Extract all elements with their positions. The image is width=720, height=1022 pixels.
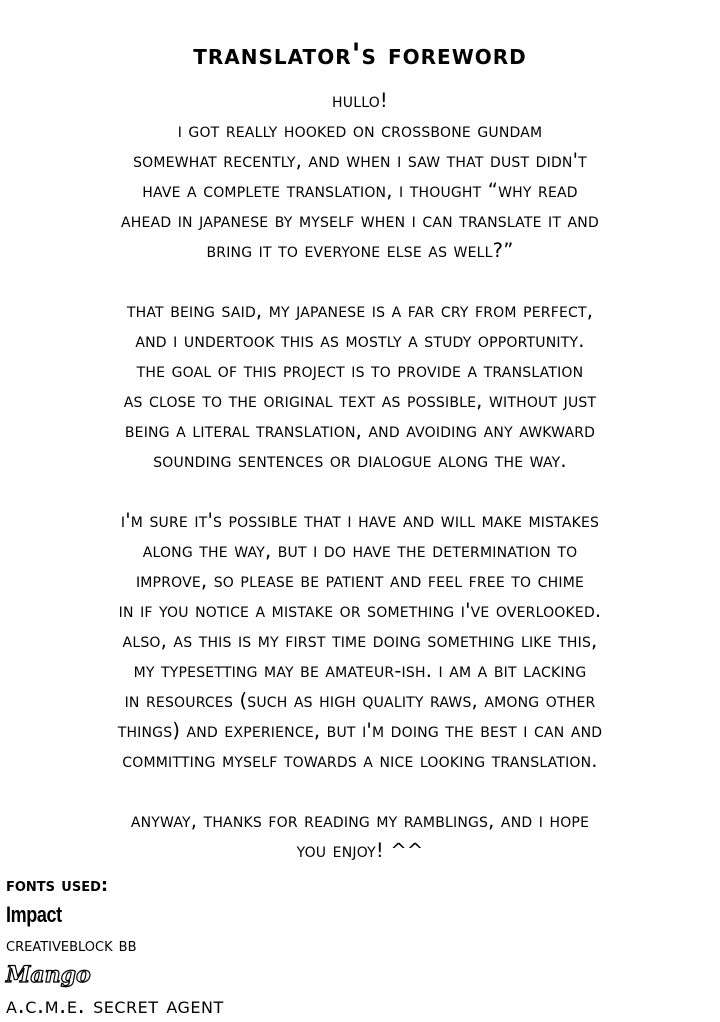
paragraph-goal	[20, 296, 700, 476]
paragraph-disclaimer	[20, 506, 700, 776]
text-line: bring it to everyone else as well?”	[206, 239, 514, 262]
fonts-used-label: fonts used:	[6, 875, 109, 896]
text-line: in if you notice a mistake or something i've overlooked.	[118, 599, 602, 622]
font-sample-mango: Mango	[6, 962, 91, 988]
text-line: improve, so please be patient and feel free to chime	[135, 569, 585, 592]
text-line: that being said, my japanese is a far cry from perfect,	[126, 299, 594, 322]
text-line: i got really hooked on crossbone gundam	[177, 119, 543, 142]
text-line: also, as this is my first time doing something like this,	[122, 629, 598, 652]
text-line: committing myself towards a nice looking translation.	[122, 749, 598, 772]
text-line: hullo!	[332, 89, 388, 112]
text-line: my typesetting may be amateur-ish. i am a bit lacking	[133, 659, 587, 682]
text-line: ahead in japanese by myself when i can translate it and	[121, 209, 599, 232]
text-line: and i undertook this as mostly a study opportunity.	[135, 329, 585, 352]
text-line: things) and experience, but i'm doing the best i can and	[117, 719, 603, 742]
text-line: you enjoy! ^^	[296, 839, 424, 862]
fonts-used-section	[6, 872, 406, 1022]
text-line: in resources (such as high quality raws, among other	[124, 689, 596, 712]
text-line: i'm sure it's possible that i have and will make mistakes	[120, 509, 600, 532]
text-line: the goal of this project is to provide a translation	[136, 359, 584, 382]
font-sample-acme: a.c.m.e. secret agent	[6, 993, 224, 1019]
text-line: somewhat recently, and when i saw that dust didn't	[133, 149, 587, 172]
paragraph-closing	[20, 806, 700, 866]
text-line: as close to the original text as possible, without just	[123, 389, 597, 412]
text-line: sounding sentences or dialogue along the way.	[153, 449, 567, 472]
font-sample-impact: Impact	[6, 902, 62, 927]
font-sample-creativeblock: creativeblock bb	[6, 934, 137, 956]
page-title: translator's foreword	[193, 37, 527, 71]
paragraph-greeting	[20, 86, 700, 266]
text-line: along the way, but i do have the determination to	[142, 539, 578, 562]
text-line: being a literal translation, and avoiding any awkward	[124, 419, 596, 442]
text-line: anyway, thanks for reading my ramblings, and i hope	[130, 809, 590, 832]
text-line: have a complete translation, i thought “why read	[142, 179, 578, 202]
